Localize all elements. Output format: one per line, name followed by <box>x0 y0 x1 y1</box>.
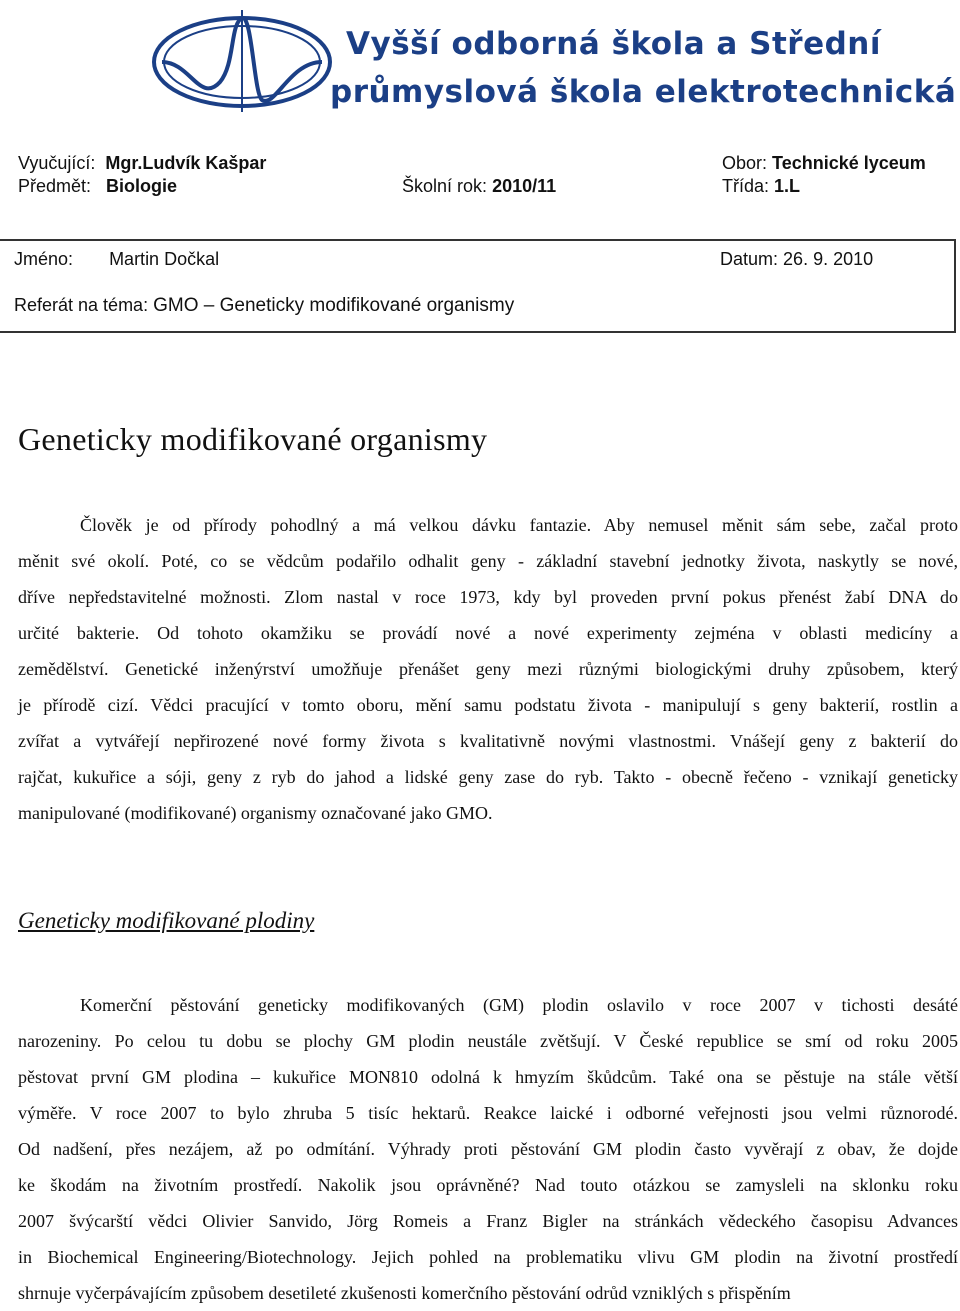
year-value: 2010/11 <box>492 176 557 196</box>
class-label: Třída: <box>722 176 770 196</box>
school-name-line2: průmyslová škola elektrotechnická <box>330 74 957 110</box>
paragraph-line: měnit své okolí. Poté, co se vědcům podařilo odhalit geny - základní stavební jednotky života, naskytly se nové, <box>18 551 958 571</box>
teacher-row <box>18 153 266 174</box>
name-row <box>14 249 219 270</box>
paragraph-line: rajčat, kukuřice a sóji, geny z ryb do jahod a lidské geny zase do ryb. Takto - obecně řečeno - vznikají geneticky <box>18 767 958 787</box>
paragraph-line: Komerční pěstování geneticky modifikovaných (GM) plodin oslavilo v roce 2007 v tichosti desáté <box>80 995 958 1015</box>
school-name-line1: Vyšší odborná škola a Střední <box>346 26 881 62</box>
topic-row <box>14 295 514 317</box>
paragraph-line: výměře. V roce 2007 to bylo zhruba 5 tisíc hektarů. Reakce laické i odborné veřejnosti jsou velmi různorodé. <box>18 1103 958 1123</box>
paragraph-intro <box>18 507 958 831</box>
paragraph-line: ke škodám na životním prostředí. Nakolik jsou oprávněné? Nad touto otázkou se zamysleli na sklonku roku <box>18 1175 958 1195</box>
name-value: Martin Dočkal <box>109 249 220 269</box>
field-label: Obor: <box>722 153 768 173</box>
school-emblem-icon <box>150 4 350 116</box>
class-row <box>722 176 800 197</box>
paragraph-line: je přírodě cizí. Vědci pracující v tomto oboru, mění samu podstatu života - manipulují s geny bakterií, rostlin a <box>18 695 958 715</box>
date-row <box>720 249 873 270</box>
section-heading: Geneticky modifikované plodiny <box>18 908 315 933</box>
paragraph-line: zemědělství. Genetické inženýrství umožňuje přenášet geny mezi různými biologickými druhy způsobem, který <box>18 659 958 679</box>
subject-label: Předmět: <box>18 176 92 196</box>
subject-value: Biologie <box>106 176 178 196</box>
school-logo <box>150 4 957 116</box>
teacher-value: Mgr.Ludvík Kašpar <box>105 153 267 173</box>
paragraph-line: pěstovat první GM plodina – kukuřice MON810 odolná k hmyzím škůdcům. Také ona se pěstuje na stále větší <box>18 1067 958 1087</box>
paragraph-line: in Biochemical Engineering/Biotechnology. Jejich pohled na problematiku vlivu GM plodin na životní prostředí <box>18 1247 958 1267</box>
topic-value: GMO – Geneticky modifikované organismy <box>153 295 515 316</box>
year-row <box>402 176 556 197</box>
field-row <box>722 153 926 174</box>
name-label: Jméno: <box>14 249 74 269</box>
paragraph-line: Od nadšení, přes nezájem, až po odmítání. Výhrady proti pěstování GM plodin často vyvěrají z obav, že dojde <box>18 1139 958 1159</box>
paragraph-crops <box>18 987 958 1311</box>
year-label: Školní rok: <box>402 176 488 196</box>
date-value: 26. 9. 2010 <box>783 249 874 269</box>
paragraph-line: shrnuje vyčerpávajícím způsobem desetileté zkušenosti komerčního pěstování odrůd vzniklých s přispěním <box>18 1283 791 1303</box>
field-value: Technické lyceum <box>772 153 926 173</box>
class-value: 1.L <box>774 176 801 196</box>
subject-row <box>18 176 177 197</box>
page-title: Geneticky modifikované organismy <box>18 421 488 457</box>
date-label: Datum: <box>720 249 779 269</box>
paragraph-line: 2007 švýcarští vědci Olivier Sanvido, Jörg Romeis a Franz Bigler na stránkách vědeckého časopisu Advances <box>18 1211 958 1231</box>
paragraph-line: Člověk je od přírody pohodlný a má velkou dávku fantazie. Aby nemusel měnit sám sebe, začal proto <box>80 515 958 535</box>
paragraph-line: narozeniny. Po celou tu dobu se plochy GM plodin neustále zvětšují. V České republice se smí od roku 2005 <box>18 1031 958 1051</box>
paragraph-line: zvířat a vytvářejí nepřirozené nové formy života s kvalitativně novými vlastnostmi. Vnášejí geny z bakterií do <box>18 731 958 751</box>
topic-label: Referát na téma: <box>14 295 149 315</box>
paragraph-line: určité bakterie. Od tohoto okamžiku se provádí nové a nové experimenty zejména v oblasti medicíny a <box>18 623 958 643</box>
teacher-label: Vyučující: <box>18 153 96 173</box>
paragraph-line: manipulované (modifikované) organismy označované jako GMO. <box>18 803 493 823</box>
paragraph-line: dříve nepředstavitelné možnosti. Zlom nastal v roce 1973, kdy byl proveden první pokus přenést žabí DNA do <box>18 587 958 607</box>
